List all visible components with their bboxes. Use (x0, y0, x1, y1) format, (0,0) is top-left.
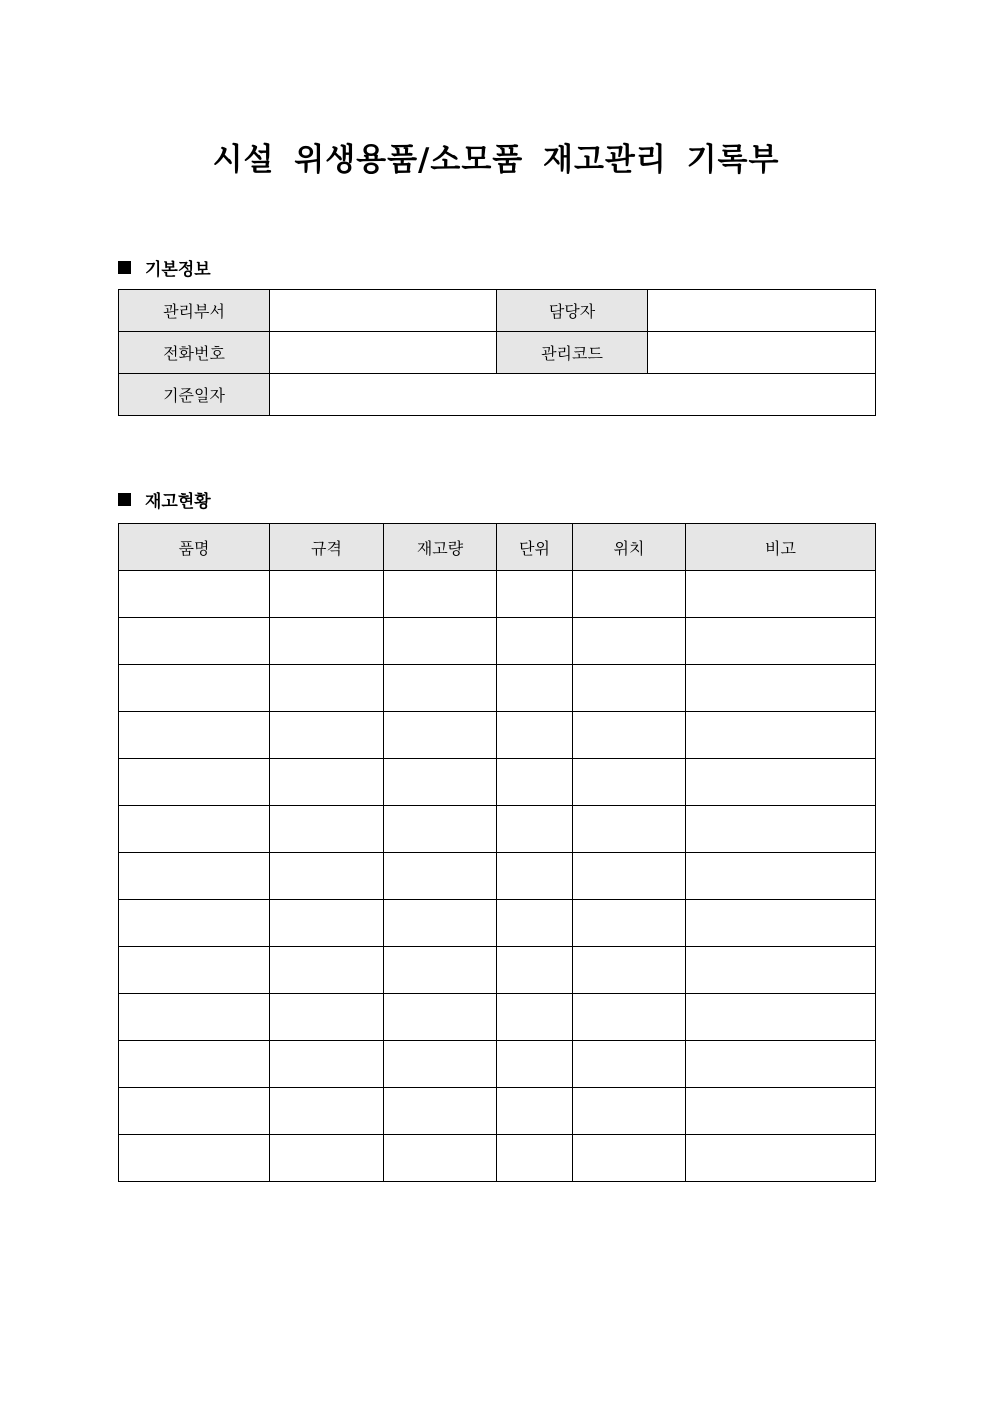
cell-quantity[interactable] (384, 900, 497, 947)
cell-spec[interactable] (270, 806, 384, 853)
phone-field[interactable] (270, 332, 497, 374)
date-field[interactable] (270, 374, 876, 416)
code-label: 관리코드 (497, 332, 648, 374)
cell-item[interactable] (119, 1041, 270, 1088)
cell-item[interactable] (119, 1135, 270, 1182)
cell-note[interactable] (686, 994, 876, 1041)
cell-note[interactable] (686, 853, 876, 900)
table-row (119, 1135, 876, 1182)
column-header-unit: 단위 (497, 524, 573, 571)
cell-unit[interactable] (497, 947, 573, 994)
cell-note[interactable] (686, 1135, 876, 1182)
cell-note[interactable] (686, 571, 876, 618)
cell-spec[interactable] (270, 1041, 384, 1088)
cell-quantity[interactable] (384, 1041, 497, 1088)
cell-quantity[interactable] (384, 994, 497, 1041)
column-header-note: 비고 (686, 524, 876, 571)
table-row (119, 618, 876, 665)
code-field[interactable] (648, 332, 876, 374)
cell-note[interactable] (686, 665, 876, 712)
square-bullet-icon (118, 261, 131, 274)
cell-location[interactable] (573, 665, 686, 712)
column-header-spec: 규격 (270, 524, 384, 571)
table-row (119, 1041, 876, 1088)
cell-spec[interactable] (270, 571, 384, 618)
cell-location[interactable] (573, 571, 686, 618)
basic-info-table (118, 289, 876, 416)
cell-item[interactable] (119, 618, 270, 665)
stock-table-body (119, 571, 876, 1182)
cell-item[interactable] (119, 947, 270, 994)
stock-header-row (119, 524, 876, 571)
stock-heading-label: 재고현황 (145, 492, 211, 512)
basic-info-heading-label: 기본정보 (145, 260, 211, 280)
stock-table (118, 523, 876, 1182)
cell-quantity[interactable] (384, 712, 497, 759)
cell-note[interactable] (686, 712, 876, 759)
phone-label: 전화번호 (119, 332, 270, 374)
cell-note[interactable] (686, 618, 876, 665)
cell-spec[interactable] (270, 712, 384, 759)
cell-quantity[interactable] (384, 759, 497, 806)
cell-location[interactable] (573, 1041, 686, 1088)
cell-unit[interactable] (497, 1041, 573, 1088)
cell-unit[interactable] (497, 571, 573, 618)
cell-quantity[interactable] (384, 853, 497, 900)
cell-spec[interactable] (270, 947, 384, 994)
basic-info-row (119, 374, 876, 416)
stock-heading (118, 487, 211, 512)
cell-location[interactable] (573, 806, 686, 853)
cell-quantity[interactable] (384, 947, 497, 994)
cell-item[interactable] (119, 712, 270, 759)
cell-item[interactable] (119, 1088, 270, 1135)
cell-location[interactable] (573, 947, 686, 994)
cell-note[interactable] (686, 759, 876, 806)
cell-note[interactable] (686, 806, 876, 853)
cell-unit[interactable] (497, 853, 573, 900)
cell-spec[interactable] (270, 665, 384, 712)
cell-note[interactable] (686, 1088, 876, 1135)
column-header-location: 위치 (573, 524, 686, 571)
basic-info-heading (118, 255, 211, 280)
cell-location[interactable] (573, 618, 686, 665)
cell-spec[interactable] (270, 618, 384, 665)
basic-info-row (119, 332, 876, 374)
cell-item[interactable] (119, 853, 270, 900)
table-row (119, 571, 876, 618)
table-row (119, 853, 876, 900)
cell-location[interactable] (573, 1088, 686, 1135)
cell-spec[interactable] (270, 994, 384, 1041)
cell-quantity[interactable] (384, 665, 497, 712)
cell-spec[interactable] (270, 759, 384, 806)
cell-item[interactable] (119, 900, 270, 947)
cell-quantity[interactable] (384, 806, 497, 853)
cell-location[interactable] (573, 994, 686, 1041)
page-title: 시설 위생용품/소모품 재고관리 기록부 (212, 142, 780, 178)
cell-location[interactable] (573, 759, 686, 806)
cell-location[interactable] (573, 712, 686, 759)
cell-item[interactable] (119, 806, 270, 853)
cell-note[interactable] (686, 1041, 876, 1088)
table-row (119, 994, 876, 1041)
cell-note[interactable] (686, 900, 876, 947)
cell-item[interactable] (119, 759, 270, 806)
cell-item[interactable] (119, 665, 270, 712)
table-row (119, 665, 876, 712)
cell-unit[interactable] (497, 1088, 573, 1135)
basic-info-row (119, 290, 876, 332)
cell-location[interactable] (573, 900, 686, 947)
cell-quantity[interactable] (384, 1135, 497, 1182)
cell-item[interactable] (119, 994, 270, 1041)
cell-quantity[interactable] (384, 1088, 497, 1135)
cell-spec[interactable] (270, 1135, 384, 1182)
cell-quantity[interactable] (384, 618, 497, 665)
cell-location[interactable] (573, 853, 686, 900)
table-row (119, 759, 876, 806)
cell-location[interactable] (573, 1135, 686, 1182)
cell-unit[interactable] (497, 759, 573, 806)
table-row (119, 712, 876, 759)
cell-spec[interactable] (270, 900, 384, 947)
cell-unit[interactable] (497, 900, 573, 947)
cell-note[interactable] (686, 947, 876, 994)
cell-unit[interactable] (497, 712, 573, 759)
cell-quantity[interactable] (384, 571, 497, 618)
cell-item[interactable] (119, 571, 270, 618)
square-bullet-icon (118, 493, 131, 506)
cell-spec[interactable] (270, 853, 384, 900)
cell-unit[interactable] (497, 1135, 573, 1182)
date-label: 기준일자 (119, 374, 270, 416)
dept-label: 관리부서 (119, 290, 270, 332)
table-row (119, 947, 876, 994)
column-header-item: 품명 (119, 524, 270, 571)
cell-unit[interactable] (497, 994, 573, 1041)
cell-unit[interactable] (497, 806, 573, 853)
dept-field[interactable] (270, 290, 497, 332)
cell-unit[interactable] (497, 665, 573, 712)
manager-field[interactable] (648, 290, 876, 332)
column-header-quantity: 재고량 (384, 524, 497, 571)
table-row (119, 1088, 876, 1135)
table-row (119, 900, 876, 947)
table-row (119, 806, 876, 853)
manager-label: 담당자 (497, 290, 648, 332)
cell-spec[interactable] (270, 1088, 384, 1135)
cell-unit[interactable] (497, 618, 573, 665)
